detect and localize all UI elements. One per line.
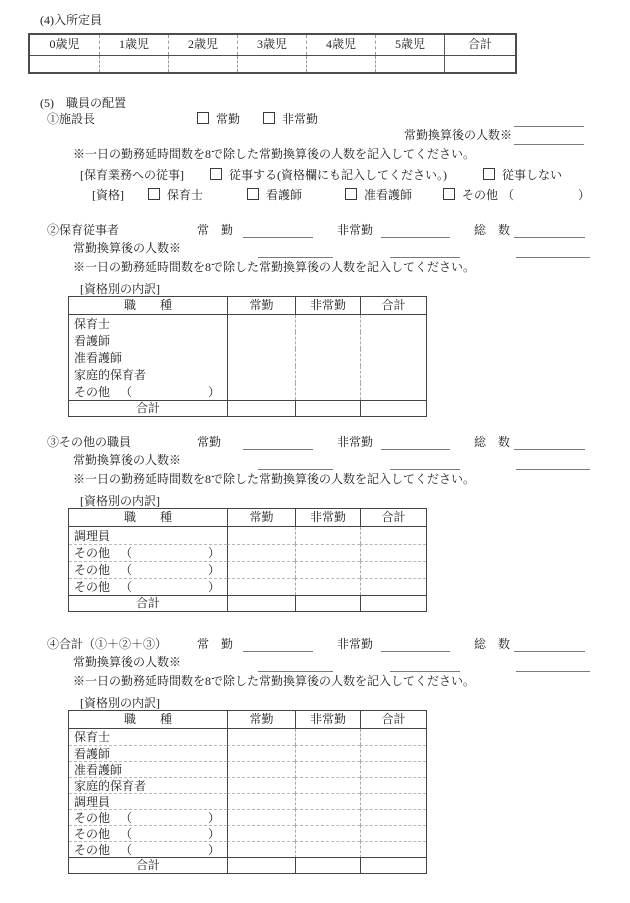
capacity-cell-age2[interactable] — [168, 56, 237, 72]
paren-close: ） — [207, 827, 220, 841]
sec3-col-ft: 常勤 — [227, 509, 295, 527]
row-label: 家庭的保育者 — [74, 779, 147, 793]
table-row — [69, 761, 426, 777]
sec4-total-field[interactable] — [514, 636, 585, 652]
row-label: その他 — [74, 843, 111, 857]
paren-open: （ — [120, 384, 133, 399]
director-parttime-label: 非常勤 — [282, 112, 319, 126]
cell-ft[interactable] — [227, 527, 295, 544]
capacity-cell-age1[interactable] — [99, 56, 168, 72]
total-cell-pt[interactable] — [295, 857, 360, 873]
table-total-row — [69, 857, 426, 873]
sec3-table-header — [69, 509, 426, 527]
sec3-heading: ③その他の職員 — [47, 435, 132, 449]
row-label: 保育士 — [74, 316, 111, 331]
staffing-title: (5) 職員の配置 — [40, 96, 126, 110]
row-label: 調理員 — [74, 528, 111, 543]
cell-pt[interactable] — [295, 544, 360, 561]
sec2-table-header — [69, 297, 426, 315]
cell-pt[interactable] — [295, 527, 360, 544]
paren-open: （ — [120, 811, 133, 825]
sec4-conversion-ft-field[interactable] — [258, 656, 333, 672]
cell-total[interactable] — [360, 383, 426, 400]
capacity-title: (4)入所定員 — [40, 13, 102, 27]
table-row — [69, 544, 426, 561]
cell-pt[interactable] — [295, 578, 360, 595]
capacity-col-header-0: 0歳児 — [49, 37, 80, 51]
cell-pt[interactable] — [295, 745, 360, 762]
sec4-col-pt: 非常勤 — [295, 711, 360, 729]
cell-total[interactable] — [360, 777, 426, 794]
cell-total[interactable] — [360, 761, 426, 778]
sec4-col-total: 合計 — [360, 711, 426, 729]
sec2-total-label: 総 数 — [474, 223, 511, 237]
cell-ft[interactable] — [227, 578, 295, 595]
cell-ft[interactable] — [227, 745, 295, 762]
director-qual-other-option — [443, 187, 498, 203]
sec2-heading: ②保育従事者 — [47, 223, 120, 237]
cell-pt[interactable] — [295, 809, 360, 826]
sec2-parttime-field[interactable] — [381, 222, 450, 238]
sec2-conversion-total-field[interactable] — [516, 242, 590, 258]
table-total-row — [69, 595, 426, 611]
sec3-parttime-field[interactable] — [381, 434, 450, 450]
total-row-label: 合計 — [69, 857, 227, 873]
row-label: 調理員 — [74, 795, 111, 809]
sec2-col-ft: 常勤 — [227, 297, 295, 315]
sec4-breakdown-table — [68, 710, 427, 874]
director-engage-no-checkbox[interactable] — [483, 168, 495, 180]
sec4-note: ※一日の勤務延時間数を8で除した常勤換算後の人数を記入してください。 — [73, 674, 476, 688]
table-row — [69, 841, 426, 857]
paren-open: （ — [120, 580, 133, 594]
table-row — [69, 578, 426, 595]
sec3-conversion-label: 常勤換算後の人数※ — [73, 453, 182, 467]
cell-pt[interactable] — [295, 777, 360, 794]
sec3-conversion-total-field[interactable] — [516, 454, 590, 470]
director-qual-hoikushi-label: 保育士 — [167, 188, 204, 202]
sec4-table-header — [69, 711, 426, 729]
capacity-col-header-2: 2歳児 — [168, 35, 237, 55]
sec2-breakdown-label: [資格別の内訳] — [80, 282, 160, 296]
director-fulltime-checkbox[interactable] — [197, 112, 209, 124]
paren-close: ） — [207, 843, 220, 857]
row-label: その他 — [74, 811, 111, 825]
sec3-col-pt: 非常勤 — [295, 509, 360, 527]
director-conversion-label: 常勤換算後の人数※ — [403, 128, 512, 142]
paren-close: ） — [207, 580, 220, 594]
sec3-parttime-label: 非常勤 — [337, 435, 374, 449]
sec3-conversion-pt-field[interactable] — [390, 454, 460, 470]
cell-total[interactable] — [360, 729, 426, 745]
director-qual-other-checkbox[interactable] — [443, 188, 455, 200]
row-label: 看護師 — [74, 333, 111, 348]
director-qual-other-paren-close: ） — [578, 188, 591, 202]
total-cell-pt[interactable] — [295, 595, 360, 611]
table-row — [69, 527, 426, 544]
sec2-fulltime-label: 常 勤 — [197, 223, 234, 237]
capacity-col-header-3: 3歳児 — [237, 35, 306, 55]
row-label: その他 — [74, 827, 111, 841]
total-row-label: 合計 — [69, 595, 227, 611]
director-qual-asst-nurse-checkbox[interactable] — [345, 188, 357, 200]
cell-total[interactable] — [360, 332, 426, 349]
sec4-col-type: 職 種 — [69, 711, 227, 729]
cell-ft[interactable] — [227, 366, 295, 383]
cell-total[interactable] — [360, 793, 426, 810]
total-cell-total[interactable] — [360, 595, 426, 611]
paren-close: ） — [207, 563, 220, 577]
cell-total[interactable] — [360, 745, 426, 762]
sec2-note: ※一日の勤務延時間数を8で除した常勤換算後の人数を記入してください。 — [73, 260, 476, 274]
sec3-col-total: 合計 — [360, 509, 426, 527]
table-row — [69, 745, 426, 761]
sec4-fulltime-field[interactable] — [243, 636, 313, 652]
cell-total[interactable] — [360, 825, 426, 842]
director-qual-label: [資格] — [92, 188, 124, 202]
cell-ft[interactable] — [227, 777, 295, 794]
cell-pt[interactable] — [295, 841, 360, 858]
table-row — [69, 825, 426, 841]
director-engage-yes-checkbox[interactable] — [210, 168, 222, 180]
sec4-parttime-label: 非常勤 — [337, 637, 374, 651]
cell-ft[interactable] — [227, 729, 295, 745]
cell-total[interactable] — [360, 366, 426, 383]
sec4-parttime-field[interactable] — [381, 636, 450, 652]
row-label: 保育士 — [74, 730, 111, 744]
sec3-fulltime-label: 常勤 — [197, 435, 222, 449]
director-qual-other-paren-open: （ — [502, 188, 515, 202]
cell-total[interactable] — [360, 315, 426, 332]
cell-total[interactable] — [360, 841, 426, 858]
capacity-cell-age0[interactable] — [30, 56, 99, 72]
cell-pt[interactable] — [295, 383, 360, 400]
sec2-breakdown-table — [68, 296, 427, 417]
capacity-col-header-5: 5歳児 — [375, 35, 444, 55]
table-row — [69, 366, 426, 383]
cell-pt[interactable] — [295, 793, 360, 810]
capacity-header-row — [30, 35, 515, 56]
table-row — [69, 729, 426, 745]
row-label: その他 — [74, 384, 111, 399]
paren-open: （ — [120, 827, 133, 841]
paren-close: ） — [207, 811, 220, 825]
cell-ft[interactable] — [227, 561, 295, 578]
table-row — [69, 809, 426, 825]
cell-total[interactable] — [360, 349, 426, 366]
cell-pt[interactable] — [295, 761, 360, 778]
director-qual-asst-nurse-option — [345, 187, 412, 203]
total-cell-ft[interactable] — [227, 400, 295, 416]
cell-pt[interactable] — [295, 349, 360, 366]
cell-ft[interactable] — [227, 825, 295, 842]
director-engage-no-option — [483, 167, 562, 183]
paren-close: ） — [207, 546, 220, 560]
sec4-breakdown-label: [資格別の内訳] — [80, 696, 160, 710]
sec4-heading: ④合計（①＋②＋③） — [47, 637, 168, 651]
capacity-input-row — [30, 56, 515, 72]
cell-pt[interactable] — [295, 315, 360, 332]
cell-pt[interactable] — [295, 332, 360, 349]
director-qual-nurse-label: 看護師 — [266, 188, 303, 202]
sec2-col-type: 職 種 — [69, 297, 227, 315]
director-engagement-label: [保育業務への従事] — [80, 168, 184, 182]
cell-ft[interactable] — [227, 349, 295, 366]
sec3-breakdown-label: [資格別の内訳] — [80, 494, 160, 508]
capacity-cell-age5[interactable] — [375, 56, 444, 72]
table-row — [69, 383, 426, 400]
sec2-total-field[interactable] — [514, 222, 585, 238]
capacity-cell-total[interactable] — [444, 56, 515, 72]
director-engage-yes-option — [210, 167, 447, 183]
total-row-label: 合計 — [69, 400, 227, 416]
row-label: その他 — [74, 563, 111, 577]
cell-total[interactable] — [360, 527, 426, 544]
sec3-total-label: 総 数 — [474, 435, 511, 449]
row-label: 家庭的保育者 — [74, 367, 147, 382]
row-label: その他 — [74, 580, 111, 594]
director-qual-other-label: その他 — [462, 188, 499, 202]
cell-total[interactable] — [360, 544, 426, 561]
sec2-col-total: 合計 — [360, 297, 426, 315]
cell-pt[interactable] — [295, 729, 360, 745]
table-row — [69, 777, 426, 793]
director-parttime-option — [263, 111, 318, 127]
capacity-cell-age3[interactable] — [237, 56, 306, 72]
table-total-row — [69, 400, 426, 416]
sec4-conversion-label: 常勤換算後の人数※ — [73, 655, 182, 669]
table-row — [69, 332, 426, 349]
cell-ft[interactable] — [227, 841, 295, 858]
sec3-breakdown-table — [68, 508, 427, 612]
table-row — [69, 315, 426, 332]
cell-total[interactable] — [360, 578, 426, 595]
sec2-fulltime-field[interactable] — [243, 222, 313, 238]
director-heading: ①施設長 — [47, 112, 96, 126]
capacity-table — [28, 33, 517, 74]
cell-ft[interactable] — [227, 315, 295, 332]
director-qual-nurse-option — [247, 187, 302, 203]
sec4-conversion-pt-field[interactable] — [390, 656, 460, 672]
capacity-col-header-4: 4歳児 — [306, 35, 375, 55]
table-row — [69, 561, 426, 578]
sec4-fulltime-label: 常 勤 — [197, 637, 234, 651]
cell-total[interactable] — [360, 561, 426, 578]
table-row — [69, 349, 426, 366]
director-engage-no-label: 従事しない — [502, 168, 563, 182]
paren-open: （ — [120, 563, 133, 577]
director-qual-hoikushi-option — [148, 187, 203, 203]
paren-open: （ — [120, 843, 133, 857]
row-label: 看護師 — [74, 747, 111, 761]
cell-total[interactable] — [360, 809, 426, 826]
sec4-conversion-total-field[interactable] — [516, 656, 590, 672]
total-cell-total[interactable] — [360, 400, 426, 416]
cell-pt[interactable] — [295, 561, 360, 578]
sec3-total-field[interactable] — [514, 434, 585, 450]
sec3-fulltime-field[interactable] — [243, 434, 313, 450]
row-label: その他 — [74, 546, 111, 560]
capacity-cell-age4[interactable] — [306, 56, 375, 72]
sec3-col-type: 職 種 — [69, 509, 227, 527]
cell-ft[interactable] — [227, 544, 295, 561]
capacity-col-header-1: 1歳児 — [99, 35, 168, 55]
sec2-col-pt: 非常勤 — [295, 297, 360, 315]
sec2-conversion-pt-field[interactable] — [390, 242, 460, 258]
cell-ft[interactable] — [227, 383, 295, 400]
sec4-total-label: 総 数 — [474, 637, 511, 651]
sec2-parttime-label: 非常勤 — [337, 223, 374, 237]
paren-open: （ — [120, 546, 133, 560]
cell-ft[interactable] — [227, 332, 295, 349]
total-cell-pt[interactable] — [295, 400, 360, 416]
table-row — [69, 793, 426, 809]
director-conversion-field[interactable] — [514, 129, 584, 145]
sec2-conversion-ft-field[interactable] — [258, 242, 333, 258]
sec4-col-ft: 常勤 — [227, 711, 295, 729]
total-cell-ft[interactable] — [227, 857, 295, 873]
director-count-field[interactable] — [514, 111, 584, 127]
cell-pt[interactable] — [295, 825, 360, 842]
director-engage-yes-label: 従事する(資格欄にも記入してください。) — [229, 168, 447, 182]
director-fulltime-label: 常勤 — [216, 112, 241, 126]
director-qual-nurse-checkbox[interactable] — [247, 188, 259, 200]
sec2-conversion-label: 常勤換算後の人数※ — [73, 241, 182, 255]
director-parttime-checkbox[interactable] — [263, 112, 275, 124]
paren-close: ） — [207, 384, 220, 399]
director-qual-hoikushi-checkbox[interactable] — [148, 188, 160, 200]
row-label: 准看護師 — [74, 763, 123, 777]
director-fulltime-option — [197, 111, 240, 127]
total-cell-total[interactable] — [360, 857, 426, 873]
total-cell-ft[interactable] — [227, 595, 295, 611]
cell-ft[interactable] — [227, 809, 295, 826]
director-note: ※一日の勤務延時間数を8で除した常勤換算後の人数を記入してください。 — [73, 147, 476, 161]
cell-pt[interactable] — [295, 366, 360, 383]
director-qual-asst-nurse-label: 准看護師 — [364, 188, 413, 202]
row-label: 准看護師 — [74, 350, 123, 365]
capacity-col-header-total: 合計 — [444, 35, 515, 55]
sec3-note: ※一日の勤務延時間数を8で除した常勤換算後の人数を記入してください。 — [73, 472, 476, 486]
cell-ft[interactable] — [227, 761, 295, 778]
sec3-conversion-ft-field[interactable] — [258, 454, 333, 470]
cell-ft[interactable] — [227, 793, 295, 810]
